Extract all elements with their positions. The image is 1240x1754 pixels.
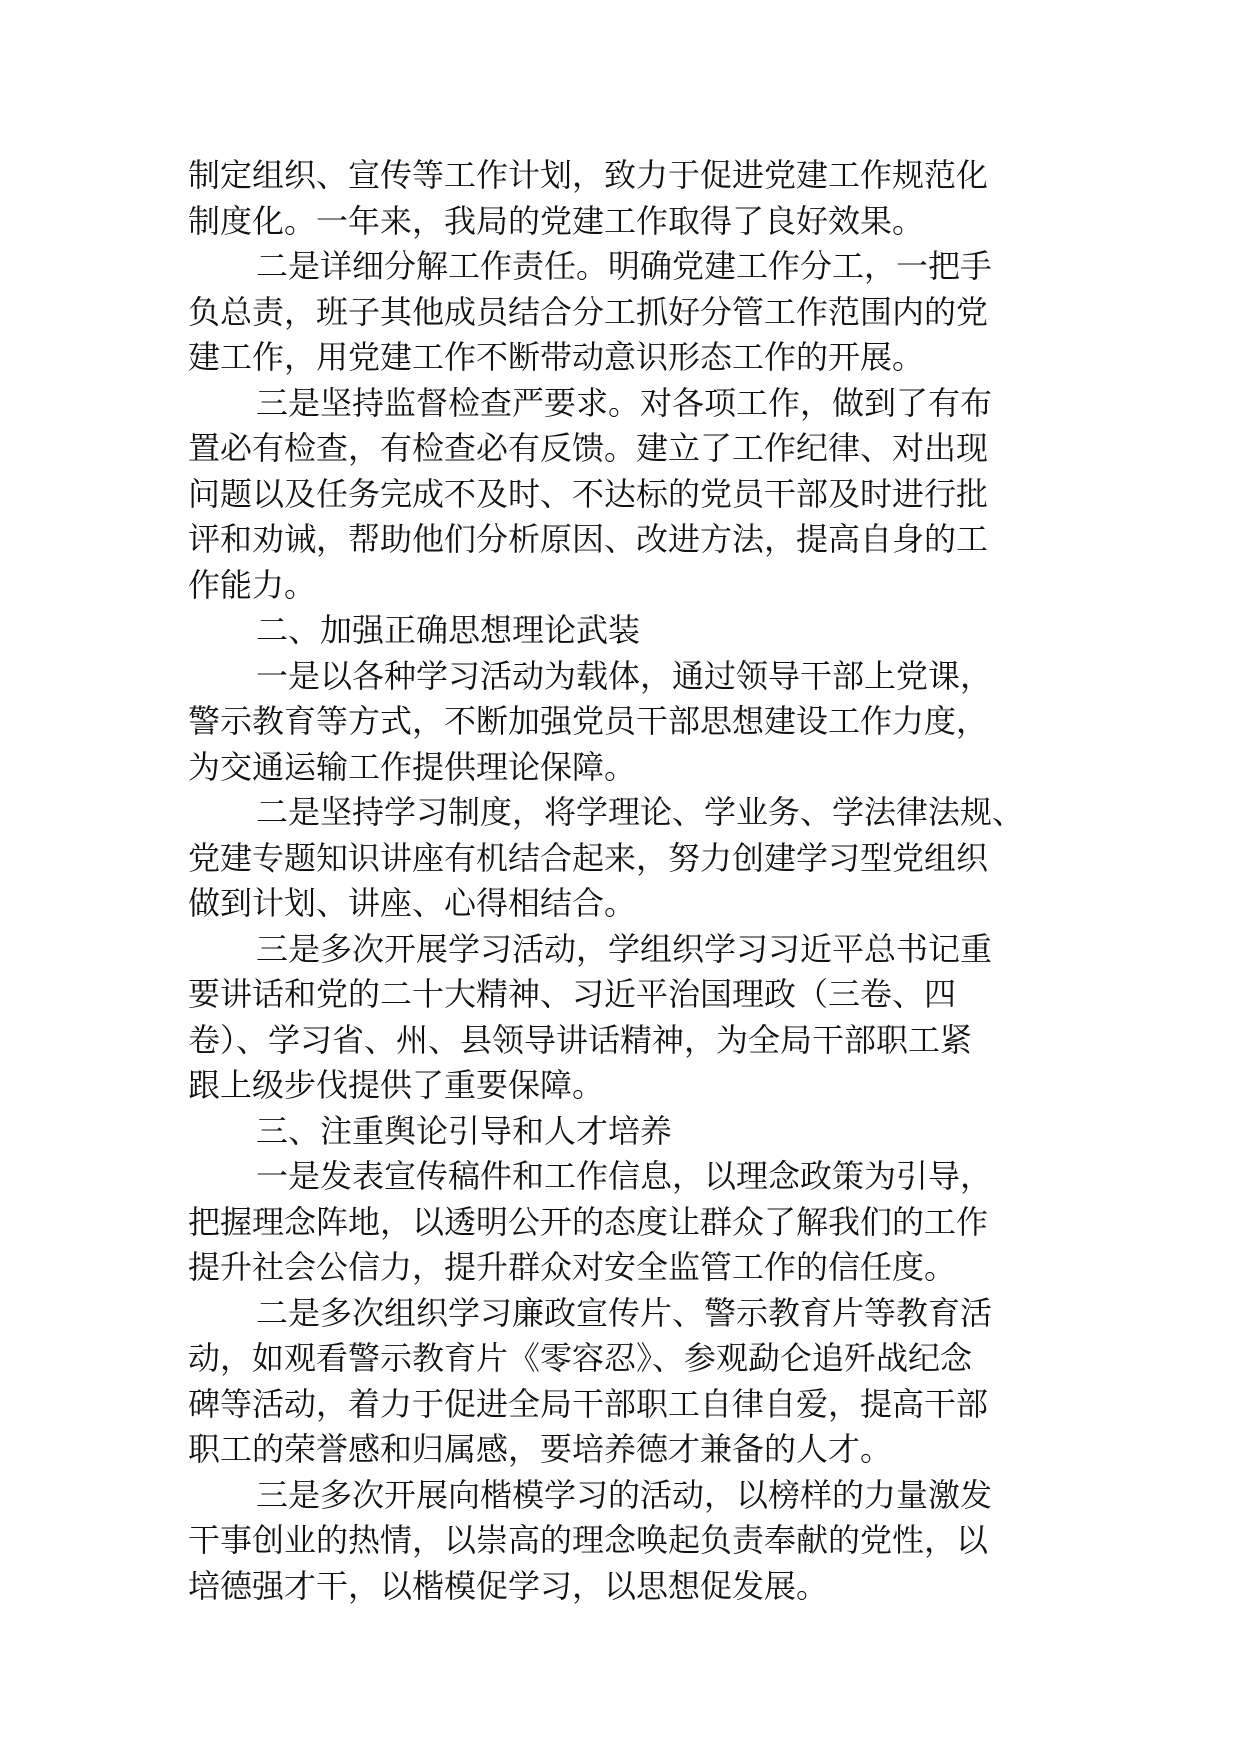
paragraph-line: 跟上级步伐提供了重要保障。 xyxy=(188,1066,605,1104)
paragraph-line: 置必有检查，有检查必有反馈。建立了工作纪律、对出现 xyxy=(188,429,989,467)
paragraph-line: 动，如观看警示教育片《零容忍》、参观勐仑追歼战纪念 xyxy=(188,1339,973,1377)
paragraph-line: 负总责，班子其他成员结合分工抓好分管工作范围内的党 xyxy=(188,292,989,331)
paragraph-line: 建工作，用党建工作不断带动意识形态工作的开展。 xyxy=(188,338,925,376)
paragraph-start-line: 二是详细分解工作责任。明确党建工作分工，一把手 xyxy=(256,247,993,285)
section-heading: 三、注重舆论引导和人才培养 xyxy=(256,1111,673,1150)
paragraph-line: 制度化。一年来，我局的党建工作取得了良好效果。 xyxy=(188,201,925,240)
section-heading: 二、加强正确思想理论武装 xyxy=(256,611,641,649)
paragraph-line: 问题以及任务完成不及时、不达标的党员干部及时进行批 xyxy=(188,474,989,513)
paragraph-start-line: 三是多次开展向楷模学习的活动，以榜样的力量激发 xyxy=(256,1475,993,1514)
paragraph-line: 做到计划、讲座、心得相结合。 xyxy=(188,884,637,922)
paragraph-start-line: 二是坚持学习制度，将学理论、学业务、学法律法规、 xyxy=(256,793,1025,831)
paragraph-line: 碑等活动，着力于促进全局干部职工自律自爱，提高干部 xyxy=(188,1384,989,1423)
paragraph-start-line: 二是多次组织学习廉政宣传片、警示教育片等教育活 xyxy=(256,1293,993,1332)
paragraph-start-line: 三是多次开展学习活动，学组织学习习近平总书记重 xyxy=(256,929,993,968)
paragraph-line: 要讲话和党的二十大精神、习近平治国理政（三卷、四 xyxy=(188,975,957,1013)
paragraph-start-line: 一是发表宣传稿件和工作信息，以理念政策为引导， xyxy=(256,1157,993,1195)
paragraph-line: 职工的荣誉感和归属感，要培养德才兼备的人才。 xyxy=(188,1430,893,1468)
paragraph-line: 警示教育等方式，不断加强党员干部思想建设工作力度， xyxy=(188,702,989,740)
paragraph-line: 作能力。 xyxy=(188,565,317,604)
paragraph-start-line: 一是以各种学习活动为载体，通过领导干部上党课， xyxy=(256,656,993,695)
paragraph-line: 评和劝诫，帮助他们分析原因、改进方法，提高自身的工 xyxy=(188,520,989,558)
paragraph-line: 卷）、学习省、州、县领导讲话精神，为全局干部职工紧 xyxy=(188,1020,973,1059)
paragraph-line: 把握理念阵地，以透明公开的态度让群众了解我们的工作 xyxy=(188,1202,989,1241)
paragraph-line: 干事创业的热情，以崇高的理念唤起负责奉献的党性，以 xyxy=(188,1521,989,1559)
paragraph-line: 党建专题知识讲座有机结合起来，努力创建学习型党组织 xyxy=(188,838,989,877)
paragraph-line: 为交通运输工作提供理论保障。 xyxy=(188,747,637,786)
paragraph-line: 培德强才干，以楷模促学习，以思想促发展。 xyxy=(188,1566,829,1605)
paragraph-start-line: 三是坚持监督检查严要求。对各项工作，做到了有布 xyxy=(256,383,993,422)
document-body xyxy=(188,153,1068,1609)
paragraph-line: 制定组织、宣传等工作计划，致力于促进党建工作规范化 xyxy=(188,156,989,194)
paragraph-line: 提升社会公信力，提升群众对安全监管工作的信任度。 xyxy=(188,1248,957,1286)
